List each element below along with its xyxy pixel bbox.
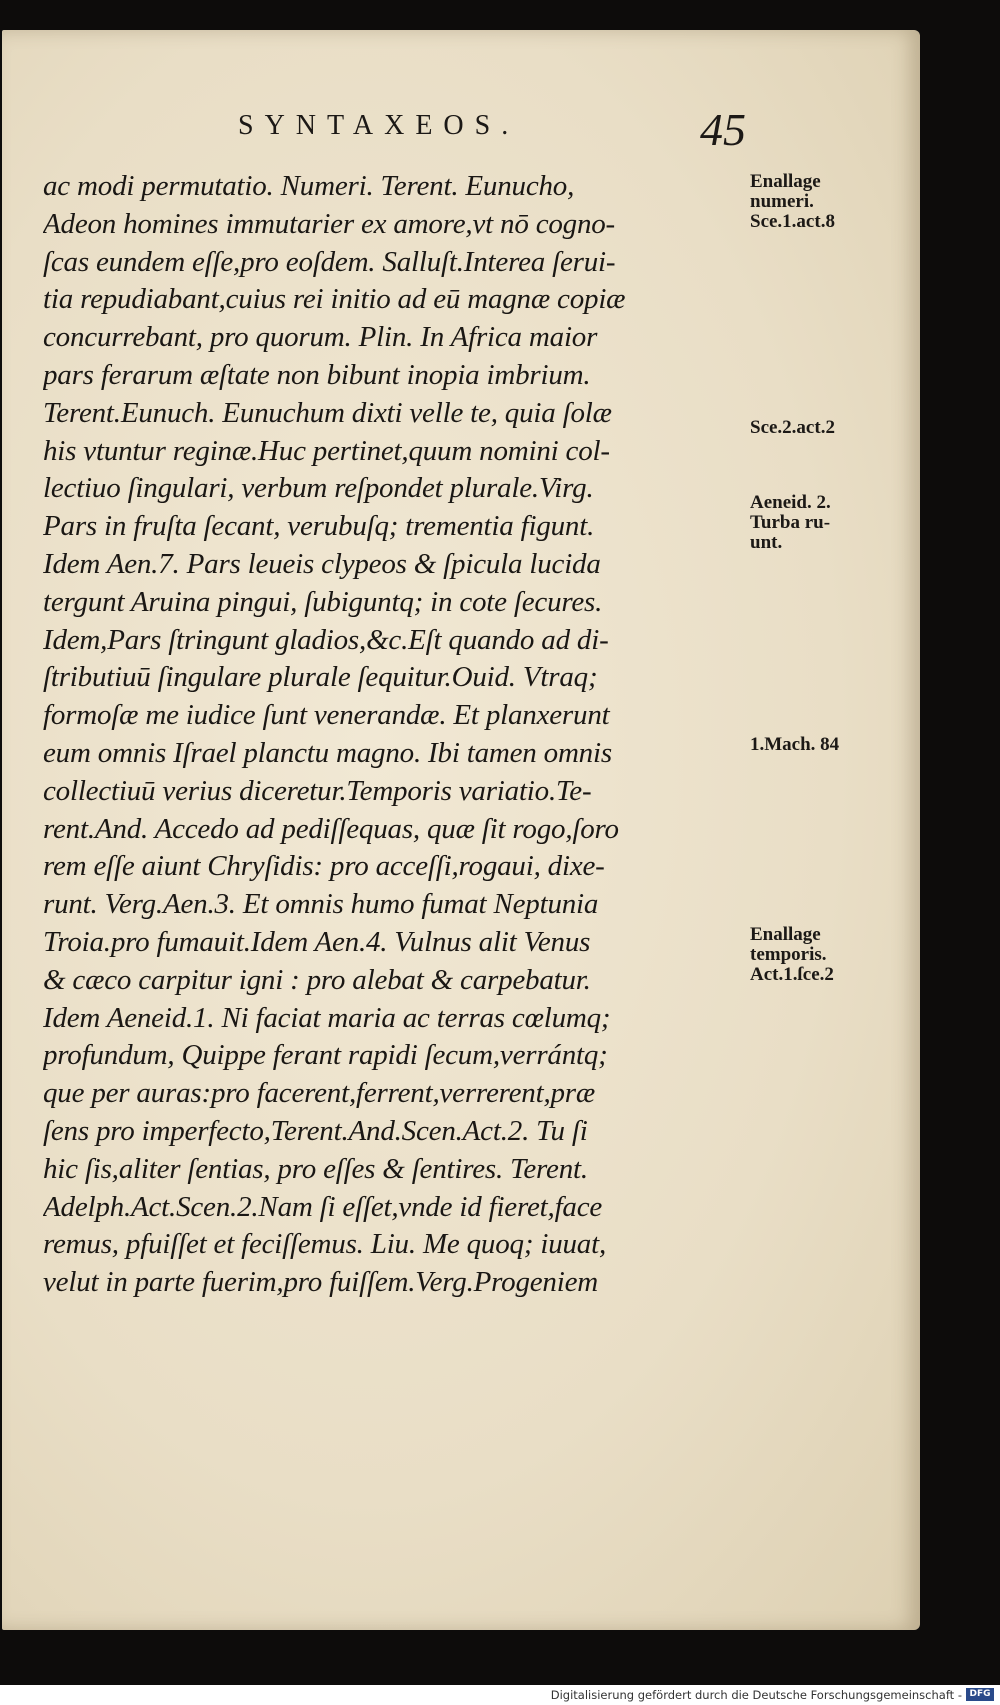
text-line: Adeon homines immutarier ex amore,vt nō cogno-	[43, 207, 616, 240]
text-line: hic ſis,aliter ſentias, pro eſſes & ſentires. Terent.	[43, 1152, 588, 1185]
text-line: rem eſſe aiunt Chryſidis: pro acceſſi,rogaui, dixe-	[43, 850, 605, 883]
margin-note-enallage-temporis	[750, 925, 834, 985]
text-line: Adelph.Act.Scen.2.Nam ſi eſſet,vnde id fieret,face	[43, 1190, 603, 1223]
page-number: 45	[700, 104, 746, 155]
text-line: runt. Verg.Aen.3. Et omnis humo fumat Neptunia	[43, 888, 599, 921]
text-line: & cæco carpitur igni : pro alebat & carpebatur.	[43, 963, 591, 996]
text-line: tergunt Aruina pingui, ſubiguntq; in cote ſecures.	[43, 585, 603, 618]
margin-note-line: Sce.2.act.2	[750, 417, 835, 438]
margin-note-line: Act.1.ſce.2	[750, 964, 834, 985]
text-line: Idem Aen.7. Pars leueis clypeos & ſpicula lucida	[43, 547, 601, 580]
margin-note-line: unt.	[750, 532, 783, 553]
margin-note-aeneid	[750, 493, 831, 553]
text-line: profundum, Quippe ferant rapidi ſecum,verrántq;	[43, 1039, 608, 1072]
margin-note-line: Turba ru-	[750, 512, 831, 533]
margin-note-line: Enallage	[750, 924, 821, 945]
digitization-credit: Digitalisierung gefördert durch die Deutsche Forschungsgemeinschaft -	[550, 1688, 962, 1702]
margin-note-line: Sce.1.act.8	[750, 211, 835, 232]
margin-note-line: Aeneid. 2.	[750, 492, 831, 513]
margin-note-sce-2	[750, 418, 835, 438]
text-line: ſcas eundem eſſe,pro eoſdem. Salluſt.Interea ſerui-	[43, 245, 616, 278]
margin-note-line: numeri.	[750, 191, 814, 212]
text-line: tia repudiabant,cuius rei initio ad eū magnæ copiæ	[43, 283, 626, 316]
text-line: Terent.Eunuch. Eunuchum dixti velle te, quia ſolæ	[43, 396, 612, 429]
text-line: collectiuū verius diceretur.Temporis variatio.Te-	[43, 774, 592, 807]
text-line: Idem,Pars ſtringunt gladios,&c.Eſt quando ad di-	[43, 623, 609, 656]
text-line: ac modi permutatio. Numeri. Terent. Eunucho,	[43, 170, 575, 202]
text-line: rent.And. Accedo ad pediſſequas, quæ ſit rogo,ſoro	[43, 812, 619, 845]
text-line: ſens pro imperfecto,Terent.And.Scen.Act.2. Tu ſi	[43, 1114, 588, 1147]
text-line: remus, pfuiſſet et feciſſemus. Liu. Me quoq; iuuat,	[43, 1228, 607, 1261]
margin-note-line: Enallage	[750, 171, 821, 192]
margin-note-enallage-numeri	[750, 172, 835, 232]
margin-note-mach	[750, 735, 839, 755]
dfg-logo-icon: DFG	[966, 1688, 994, 1701]
text-line: Pars in fruſta ſecant, verubuſq; trementia figunt.	[43, 510, 595, 543]
text-line: lectiuo ſingulari, verbum reſpondet plurale.Virg.	[43, 472, 594, 505]
text-line: Troia.pro fumauit.Idem Aen.4. Vulnus alit Venus	[43, 925, 591, 958]
text-line: velut in parte fuerim,pro fuiſſem.Verg.Progeniem	[43, 1266, 598, 1299]
text-line: pars ferarum æſtate non bibunt inopia imbrium.	[43, 358, 591, 391]
main-text-block	[43, 168, 748, 1302]
text-line: eum omnis Iſrael planctu magno. Ibi tamen omnis	[43, 736, 612, 769]
margin-note-line: 1.Mach. 84	[750, 734, 840, 755]
text-line: Idem Aeneid.1. Ni faciat maria ac terras cœlumq;	[43, 1001, 611, 1034]
text-line: formoſæ me iudice ſunt venerandæ. Et planxerunt	[43, 699, 610, 732]
text-line: que per auras:pro facerent,ferrent,verrerent,præ	[43, 1077, 596, 1110]
text-line: concurrebant, pro quorum. Plin. In Africa maior	[43, 321, 598, 354]
text-line: ſtributiuū ſingulare plurale ſequitur.Ouid. Vtraq;	[43, 661, 598, 694]
text-line: his vtuntur reginæ.Huc pertinet,quum nomini col-	[43, 434, 610, 467]
margin-note-line: temporis.	[750, 944, 827, 965]
running-title: SYNTAXEOS.	[238, 110, 520, 141]
